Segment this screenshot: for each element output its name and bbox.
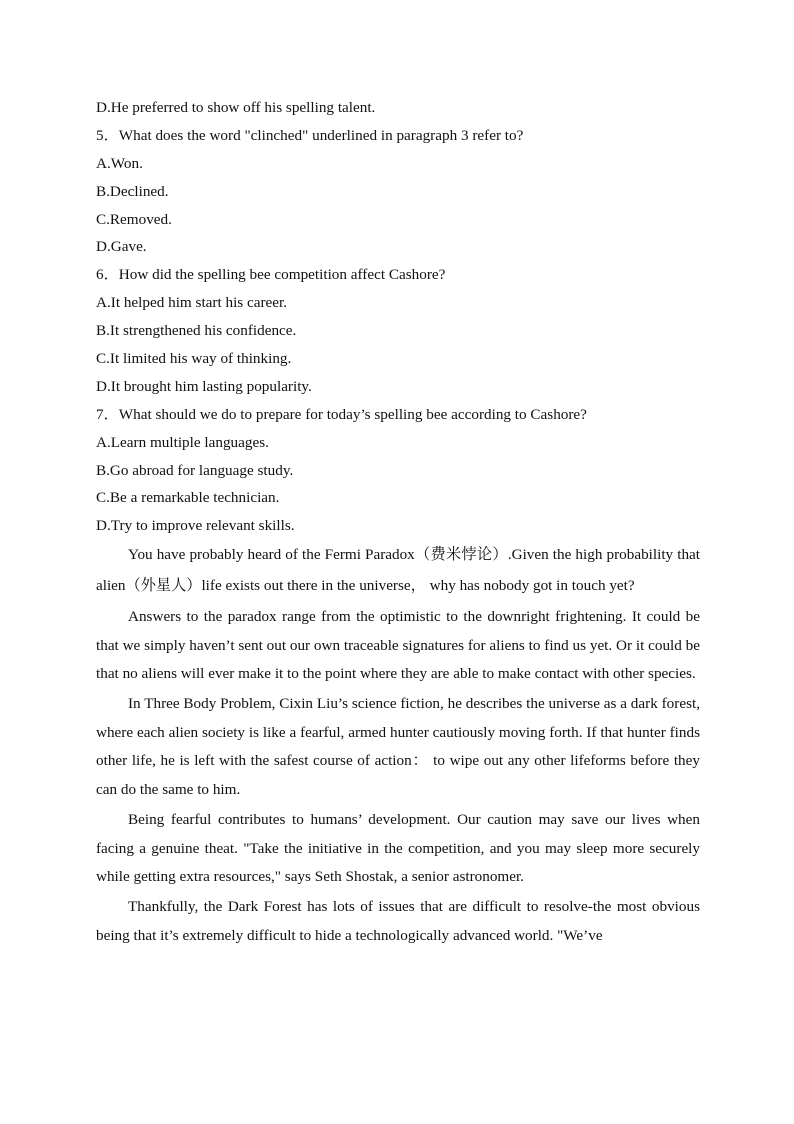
q6-option-b: B.It strengthened his confidence.: [96, 322, 297, 340]
q6-stem: 6．How did the spelling bee competition affect Cashore?: [96, 266, 446, 284]
q7-option-c: C.Be a remarkable technician.: [96, 489, 280, 507]
q7-option-a: A.Learn multiple languages.: [96, 433, 269, 451]
q7-stem: 7．What should we do to prepare for today’s spelling bee according to Cashore?: [96, 405, 587, 423]
passage-paragraph-5: Thankfully, the Dark Forest has lots of issues that are difficult to resolve-the most obvious being that it’s extremely difficult to hide a technologically advanced world. "We’ve: [96, 898, 700, 944]
passage-paragraph-2: Answers to the paradox range from the optimistic to the downright frightening. It could be that we simply haven’t sent out our own traceable signatures for aliens to find us yet. Or it could be that no aliens will ever make it to the point where they are able to make contact with other species.: [96, 607, 700, 683]
q4-option-d: D.He preferred to show off his spelling talent.: [96, 99, 376, 116]
q7-option-d: D.Try to improve relevant skills.: [96, 517, 295, 535]
q5-option-b: B.Declined.: [96, 182, 169, 200]
q6-option-d: D.It brought him lasting popularity.: [96, 377, 312, 395]
document-page: [96, 94, 700, 952]
passage-paragraph-4: Being fearful contributes to humans’ development. Our caution may save our lives when facing a genuine theat. "Take the initiative in the competition, and you may sleep more securely while getting extra resources," says Seth Shostak, a senior astronomer.: [96, 811, 700, 886]
q7-option-b: B.Go abroad for language study.: [96, 461, 294, 479]
q5-stem: 5．What does the word "clinched" underlined in paragraph 3 refer to?: [96, 126, 524, 144]
q6-option-c: C.It limited his way of thinking.: [96, 350, 292, 368]
q5-option-a: A.Won.: [96, 154, 143, 172]
passage-paragraph-3: In Three Body Problem, Cixin Liu’s science fiction, he describes the universe as a dark forest, where each alien society is like a fearful, armed hunter cautiously moving forth. If that hunter finds other life, he is left with the safest course of action： to wipe out any other lifeforms before they can do the same to him.: [96, 695, 700, 798]
passage-paragraph-1: You have probably heard of the Fermi Paradox（费米悖论）.Given the high probability that alien（外星人）life exists out there in the universe， why has nobody got in touch yet?: [96, 546, 700, 594]
q6-option-a: A.It helped him start his career.: [96, 294, 288, 312]
q5-option-d: D.Gave.: [96, 238, 147, 256]
q5-option-c: C.Removed.: [96, 210, 172, 228]
